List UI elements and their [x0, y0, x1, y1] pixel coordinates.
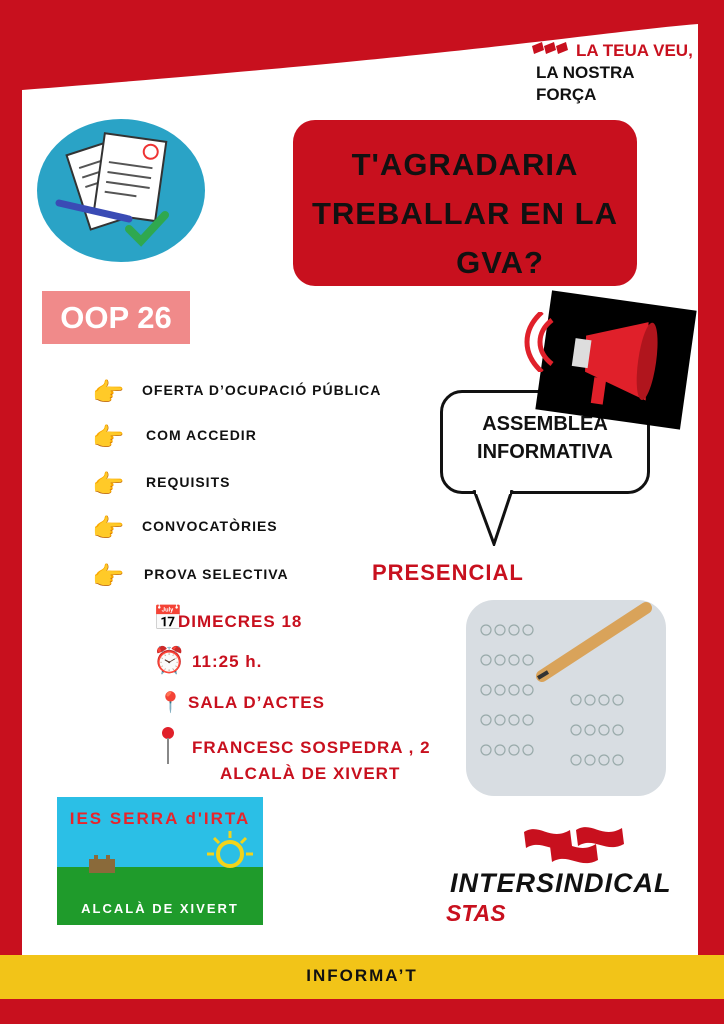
- calendar-icon: 📅: [153, 605, 183, 632]
- school-logo: [57, 797, 263, 925]
- sound-waves-icon: [522, 312, 562, 372]
- red-frame-left: [0, 0, 22, 1024]
- topic-text: PROVA SELECTIVA: [144, 566, 289, 582]
- bubble-line-2: INFORMATIVA: [477, 441, 613, 463]
- castle-icon: [87, 853, 117, 873]
- intersindical-flag-icon: [520, 822, 630, 872]
- footer-text: INFORMA’T: [306, 966, 418, 985]
- answer-sheet-image: [466, 600, 666, 796]
- flag-logo-icon: [530, 42, 572, 60]
- location-pin-icon: 📍: [158, 692, 183, 714]
- address-line-1: FRANCESC SOSPEDRA , 2: [192, 738, 431, 757]
- slogan: [536, 40, 696, 106]
- sun-icon: [205, 829, 255, 879]
- red-frame-right: [698, 0, 724, 1024]
- headline-box: [293, 120, 637, 286]
- headline-line-2: TREBALLAR EN LA: [311, 196, 619, 231]
- topic-text: OFERTA D’OCUPACIÓ PÚBLICA: [142, 382, 382, 398]
- time-text: 11:25 h.: [192, 652, 263, 671]
- school-name: IES SERRA d'IRTA: [69, 809, 251, 828]
- alarm-clock-icon: ⏰: [153, 645, 186, 675]
- topic-text: REQUISITS: [146, 474, 231, 490]
- documents-circle: [37, 119, 205, 262]
- slogan-line-2: LA NOSTRA FORÇA: [536, 63, 634, 104]
- room-text: SALA D’ACTES: [188, 693, 325, 712]
- speech-bubble-tail: [472, 490, 516, 546]
- union-name: INTERSINDICAL: [450, 868, 672, 898]
- bubble-line-1: ASSEMBLEA: [482, 413, 608, 435]
- pointing-hand-icon: 👉: [92, 377, 125, 407]
- slogan-line-1: LA TEUA VEU,: [576, 41, 693, 60]
- date-text: DIMECRES 18: [178, 612, 303, 631]
- pointing-hand-icon: 👉: [92, 561, 125, 591]
- answer-sheet-photo: [466, 600, 666, 796]
- headline-line-1: T'AGRADARIA: [351, 147, 579, 182]
- oop-badge: OOP 26: [42, 291, 190, 344]
- union-sub: STAS: [446, 900, 506, 926]
- school-town: ALCALÀ DE XIVERT: [81, 901, 239, 916]
- address-line-2: ALCALÀ DE XIVERT: [220, 764, 401, 783]
- pointing-hand-icon: 👉: [92, 469, 125, 499]
- documents-icon: [37, 119, 205, 262]
- topic-text: COM ACCEDIR: [146, 427, 257, 443]
- pointing-hand-icon: 👉: [92, 513, 125, 543]
- pointing-hand-icon: 👉: [92, 422, 125, 452]
- map-pin-icon: [160, 726, 176, 766]
- footer-red-strip: [0, 999, 724, 1024]
- topic-text: CONVOCATÒRIES: [142, 518, 278, 534]
- mode-label: PRESENCIAL: [372, 560, 524, 585]
- headline-line-3: GVA?: [456, 245, 544, 280]
